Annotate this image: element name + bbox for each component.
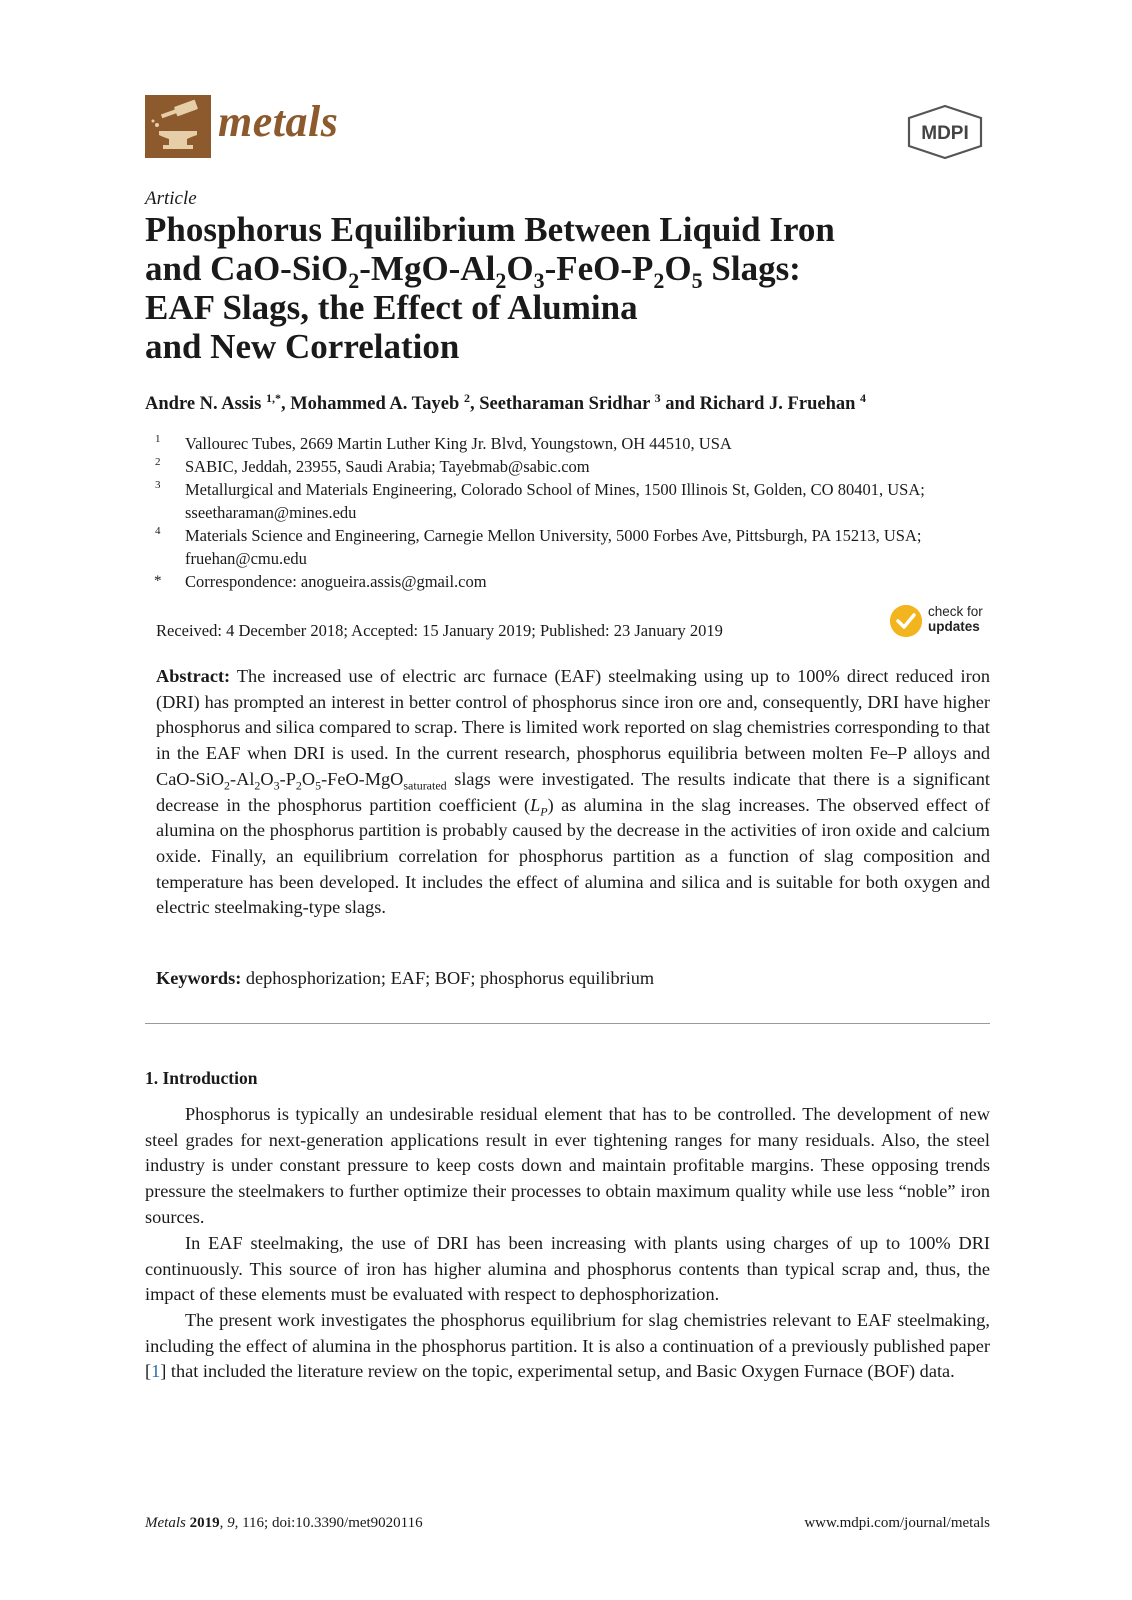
author-name: Andre N. Assis	[145, 394, 266, 415]
title-line-3: EAF Slags, the Effect of Alumina	[145, 288, 638, 327]
author-affiliation-mark: 1,*	[265, 391, 281, 405]
check-for-updates-button[interactable]	[890, 605, 1000, 639]
article-type-label: Article	[145, 188, 197, 209]
affiliation-4: 4 Materials Science and Engineering, Carnegie Mellon University, 5000 Forbes Ave, Pittsburgh, PA 15213, USA; fruehan@cmu.edu	[155, 525, 922, 568]
article-title	[145, 210, 1005, 366]
author-name: , Mohammed A. Tayeb	[280, 394, 464, 415]
author-name: and Richard J. Fruehan	[660, 394, 861, 415]
affiliation-2: 2 SABIC, Jeddah, 23955, Saudi Arabia; Tayebmab@sabic.com	[155, 456, 590, 476]
check-for-updates-label: check for	[928, 604, 983, 619]
keywords	[156, 966, 990, 992]
affiliation-3: 3 Metallurgical and Materials Engineering, Colorado School of Mines, 1500 Illinois St, Golden, CO 80401, USA; sseetharaman@mines.edu	[155, 479, 925, 522]
mdpi-logo-text: MDPI	[921, 123, 969, 144]
correspondence: * Correspondence: anogueira.assis@gmail.com	[154, 572, 487, 591]
abstract: Abstract: The increased use of electric arc furnace (EAF) steelmaking using up to 100% direct reduced iron (DRI) has prompted an interest in better control of phosphorus since iron ore and, consequently, DRI have higher phosphorus and silica compared to scrap. There is limited work reported on slag chemistries corresponding to that in the EAF when DRI is used. In the current research, phosphorus equilibria between molten Fe–P alloys and CaO-$SiO_2-Al_2O_3-P_2O_5-FeO-MgO_{saturated}$ slags were investigated. The results indicate that there is a significant decrease in the phosphorus partition coefficient $(L_P)$ as alumina in the slag increases. The observed effect of alumina on the phosphorus partition is probably caused by the decrease in the activities of iron oxide and calcium oxide. Finally, an equilibrium correlation for phosphorus partition as a function of slag composition and temperature has been developed. It includes the effect of alumina and silica and is suitable for both oxygen and electric steelmaking-type slags.	[156, 666, 990, 918]
author-affiliation-mark: 3	[654, 391, 661, 405]
title-line-2: and CaO-$SiO_2-MgO-Al_2O_3-FeO-P_2O_5$ Slags:	[145, 249, 801, 293]
author-name: , Seetharaman Sridhar	[469, 394, 655, 415]
intro-paragraph-2: In EAF steelmaking, the use of DRI has been increasing with plants using charges of up to 100% DRI continuously. This source of iron has higher alumina and phosphorus contents than typical scrap and, thus, the impact of these elements must be evaluated with respect to dephosphorization.	[145, 1233, 990, 1305]
affiliation-1: 1 Vallourec Tubes, 2669 Martin Luther King Jr. Blvd, Youngstown, OH 44510, USA	[155, 433, 732, 453]
journal-url-link[interactable]: www.mdpi.com/journal/metals	[804, 1515, 990, 1531]
title-line-4: and New Correlation	[145, 327, 460, 366]
author-affiliation-mark: 4	[860, 391, 867, 405]
citation-footer: Metals 2019, 9, 116; doi:10.3390/met9020116	[145, 1515, 423, 1531]
abstract-label: Abstract:	[156, 666, 231, 686]
section-divider	[145, 1023, 990, 1024]
title-line-1: Phosphorus Equilibrium Between Liquid Iron	[145, 210, 835, 249]
author-affiliation-mark: 2	[463, 391, 470, 405]
author-list	[145, 391, 866, 415]
check-icon	[890, 605, 922, 637]
publication-dates: Received: 4 December 2018; Accepted: 15 January 2019; Published: 23 January 2019	[156, 621, 723, 640]
intro-paragraph-1: Phosphorus is typically an undesirable residual element that has to be controlled. The development of new steel grades for next-generation applications result in ever tightening ranges for many residuals. Also, the steel industry is under constant pressure to keep costs down and maintain profitable margins. These opposing trends pressure the steelmakers to further optimize their processes to obtain maximum quality while use less “noble” iron sources.	[145, 1104, 990, 1227]
reference-link[interactable]: 1	[151, 1361, 161, 1382]
updates-label: updates	[928, 619, 980, 634]
keywords-label: Keywords:	[156, 968, 242, 988]
intro-paragraph-3: The present work investigates the phosphorus equilibrium for slag chemistries relevant to EAF steelmaking, including the effect of alumina in the phosphorus partition. It is also a continuation of a previously published paper [1] that included the literature review on the topic, experimental setup, and Basic Oxygen Furnace (BOF) data.	[145, 1310, 990, 1382]
journal-name: metals	[218, 97, 339, 146]
journal-logo-icon	[145, 95, 211, 158]
mdpi-logo-icon	[903, 104, 987, 160]
section-heading: 1. Introduction	[145, 1068, 258, 1088]
keywords-list: dephosphorization; EAF; BOF; phosphorus equilibrium	[241, 968, 655, 988]
